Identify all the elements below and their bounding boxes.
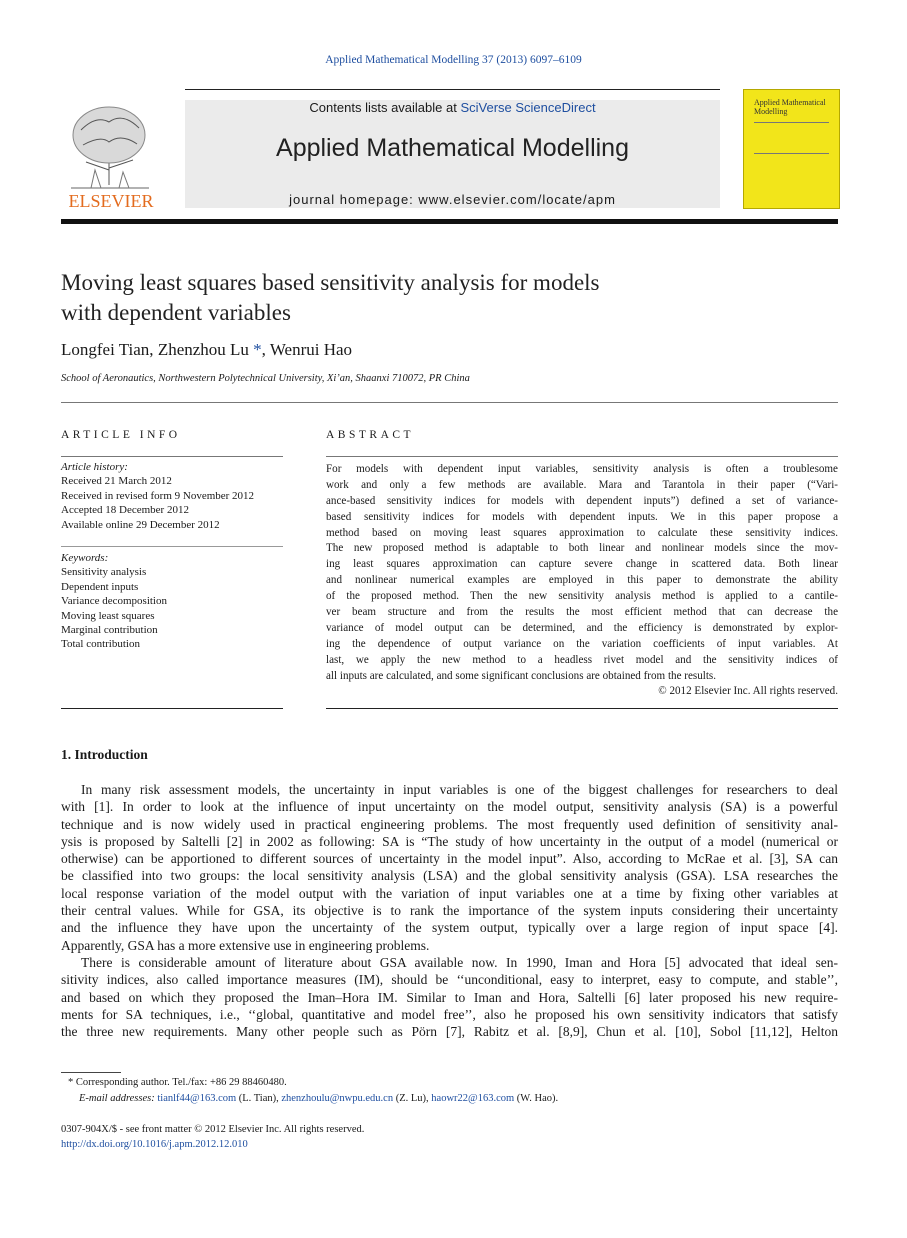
article-title — [61, 268, 761, 328]
body-line: and the influence they have upon the uncertainty of the system output, typically over a large region of input space [4]. — [61, 920, 838, 936]
sciencedirect-link[interactable]: SciVerse ScienceDirect — [460, 100, 596, 115]
author-3: , Wenrui Hao — [261, 340, 353, 359]
affiliation: School of Aeronautics, Northwestern Polytechnical University, Xi’an, Shaanxi 710072, PR China — [61, 373, 470, 384]
body-line: ments for SA techniques, i.e., ‘‘global, quantitative and model free’’, also he proposed his own sensitivity indicators that satisfy — [61, 1006, 838, 1022]
body-line: local response variation of the model output with the variation of input variables one at a time by fixing other variables at — [61, 885, 838, 901]
history-item: Accepted 18 December 2012 — [61, 504, 189, 517]
history-item: Available online 29 December 2012 — [61, 518, 220, 531]
keyword: Sensitivity analysis — [61, 566, 147, 579]
email-owner-1: (L. Tian), — [236, 1093, 282, 1104]
abstract-line: based sensitivity indices for models with dependent inputs. We in this paper propose a — [326, 510, 838, 523]
history-label: Article history: — [61, 461, 128, 473]
author-list — [61, 340, 352, 360]
abstract-line: ver beam structure and from the results the most efficient method that can decrease the — [326, 606, 838, 619]
cover-decoration — [754, 122, 829, 154]
header-top-rule — [185, 89, 720, 90]
journal-title: Applied Mathematical Modelling — [276, 134, 629, 162]
abstract-line: variance of model output can be determined, and the efficiency is demonstrated by explor- — [326, 621, 838, 634]
abstract-line: work and only a few methods are available. Mara and Tarantola in their paper (“Vari- — [326, 478, 838, 491]
abstract-line: ing the dependence of output variance on the variation coefficients of input variables. At — [326, 637, 838, 650]
author-2: Zhenzhou Lu — [157, 340, 249, 359]
keywords-rule — [61, 546, 283, 547]
keyword: Variance decomposition — [61, 595, 167, 608]
email-link-2[interactable]: zhenzhoulu@nwpu.edu.cn — [281, 1093, 394, 1104]
abstract-line: last, we apply the new method to a headless rivet model and the sensitivity indices of — [326, 653, 838, 666]
body-line: ysis is proposed by Saltelli [2] in 2002 as following: SA is “The study of how uncertainty in the output of a model (numerical or — [61, 833, 838, 849]
article-info-rule — [61, 456, 283, 457]
header-bottom-rule — [61, 219, 838, 224]
journal-homepage[interactable]: journal homepage: www.elsevier.com/locate/apm — [289, 192, 616, 207]
svg-text:ELSEVIER: ELSEVIER — [68, 191, 154, 210]
email-owner-2: (Z. Lu), — [393, 1093, 432, 1104]
abstract-rule — [326, 456, 838, 457]
abstract-copyright: © 2012 Elsevier Inc. All rights reserved. — [658, 685, 838, 698]
journal-citation[interactable]: Applied Mathematical Modelling 37 (2013) 6097–6109 — [325, 54, 582, 66]
contents-line — [185, 100, 720, 115]
history-item: Received 21 March 2012 — [61, 475, 172, 488]
abstract-heading: ABSTRACT — [326, 429, 415, 441]
email-link-1[interactable]: tianlf44@163.com — [157, 1093, 237, 1104]
abstract-line: of the proposed method. Then the new sensitivity analysis method is applied to a cantile- — [326, 590, 838, 603]
keyword: Moving least squares — [61, 609, 155, 622]
corresponding-author-note: * Corresponding author. Tel./fax: +86 29 88460480. — [68, 1077, 287, 1088]
abstract-line: ing least squares approximation can capture severe change in scattered data. Both linear — [326, 558, 838, 571]
footnote-rule — [61, 1072, 121, 1073]
body-line: In many risk assessment models, the uncertainty in input variables is one of the biggest challenges for researchers to deal — [81, 782, 838, 797]
article-info-bottom-rule — [61, 708, 283, 709]
email-owner-3: (W. Hao). — [514, 1093, 559, 1104]
corresponding-mark[interactable]: * — [248, 340, 262, 359]
contents-prefix: Contents lists available at — [309, 100, 461, 115]
abstract-line: ance-based sensitivity indices for models with dependent inputs”) defined a set of variance- — [326, 494, 838, 507]
abstract-line: The new proposed method is adaptable to both linear and nonlinear models since the mov- — [326, 542, 838, 555]
abstract-line: method based on moving least squares approximation to calculate these sensitivity indices. — [326, 526, 838, 539]
intro-text — [61, 781, 838, 1040]
abstract-line: For models with dependent input variables, sensitivity analysis is often a troublesome — [326, 463, 838, 475]
keywords-block — [61, 551, 291, 652]
body-line: their central values. While for GSA, its objective is to rank the importance of the system inputs considering their uncertainty — [61, 903, 838, 919]
elsevier-logo — [61, 100, 161, 210]
body-line: with [1]. In order to look at the influence of input uncertainty on the model output, sensitivity analysis (SA) is a powerful — [61, 799, 838, 815]
author-1: Longfei Tian, — [61, 340, 158, 359]
body-line: be classified into two groups: the local sensitivity analysis (LSA) and the global sensitivity analysis (GSA). LSA researches the — [61, 868, 838, 884]
body-line: technique and is now widely used in practical engineering problems. The most frequently used definition of sensitivity anal- — [61, 816, 838, 832]
body-line: sitivity indices, also called importance measures (IM), should be ‘‘unconditional, easy to interpret, easy to compute, and stable’’, — [61, 972, 838, 988]
body-line: otherwise) can be apportioned to different sources of uncertainty in the model input”. Also, according to McRae et al. [3], SA can — [61, 851, 838, 867]
journal-cover — [743, 89, 840, 209]
title-rule — [61, 402, 838, 403]
email-note — [79, 1091, 558, 1107]
article-info-heading: ARTICLE INFO — [61, 429, 181, 441]
doi-link[interactable]: http://dx.doi.org/10.1016/j.apm.2012.12.010 — [61, 1139, 248, 1150]
title-line-1: Moving least squares based sensitivity analysis for models — [61, 270, 600, 295]
email-label: E-mail addresses: — [79, 1093, 158, 1104]
keywords-label: Keywords: — [61, 552, 109, 564]
body-line: the three new requirements. Many other people such as Pörn [7], Rabitz et al. [8,9], Chun et al. [10], Sobol [11,12], Helton — [61, 1024, 838, 1040]
body-line: There is considerable amount of literature about GSA available now. In 1990, Iman and Hora [5] advocated that ideal sen- — [81, 954, 838, 970]
history-item: Received in revised form 9 November 2012 — [61, 489, 255, 502]
keyword: Marginal contribution — [61, 624, 158, 637]
article-history — [61, 460, 291, 532]
body-line: Apparently, GSA has a more extensive use in engineering problems. — [61, 937, 430, 953]
keyword: Dependent inputs — [61, 580, 139, 593]
cover-title: Applied Mathematical Modelling — [754, 98, 826, 116]
keyword: Total contribution — [61, 638, 140, 651]
elsevier-tree-icon — [61, 100, 161, 210]
title-line-2: with dependent variables — [61, 300, 291, 325]
email-link-3[interactable]: haowr22@163.com — [431, 1093, 515, 1104]
abstract-text — [326, 462, 838, 700]
abstract-line: and nonlinear numerical examples are employed in this paper to demonstrate the ability — [326, 574, 838, 587]
abstract-bottom-rule — [326, 708, 838, 709]
body-line: and based on which they proposed the Iman–Hora IM. Similar to Iman and Hora, Saltelli [6] later proposed his new require- — [61, 989, 838, 1005]
front-matter: 0307-904X/$ - see front matter © 2012 Elsevier Inc. All rights reserved. — [61, 1124, 365, 1135]
abstract-line: all inputs are calculated, and some significant conclusions are obtained from the results. — [326, 669, 717, 682]
section-heading: 1. Introduction — [61, 747, 148, 762]
